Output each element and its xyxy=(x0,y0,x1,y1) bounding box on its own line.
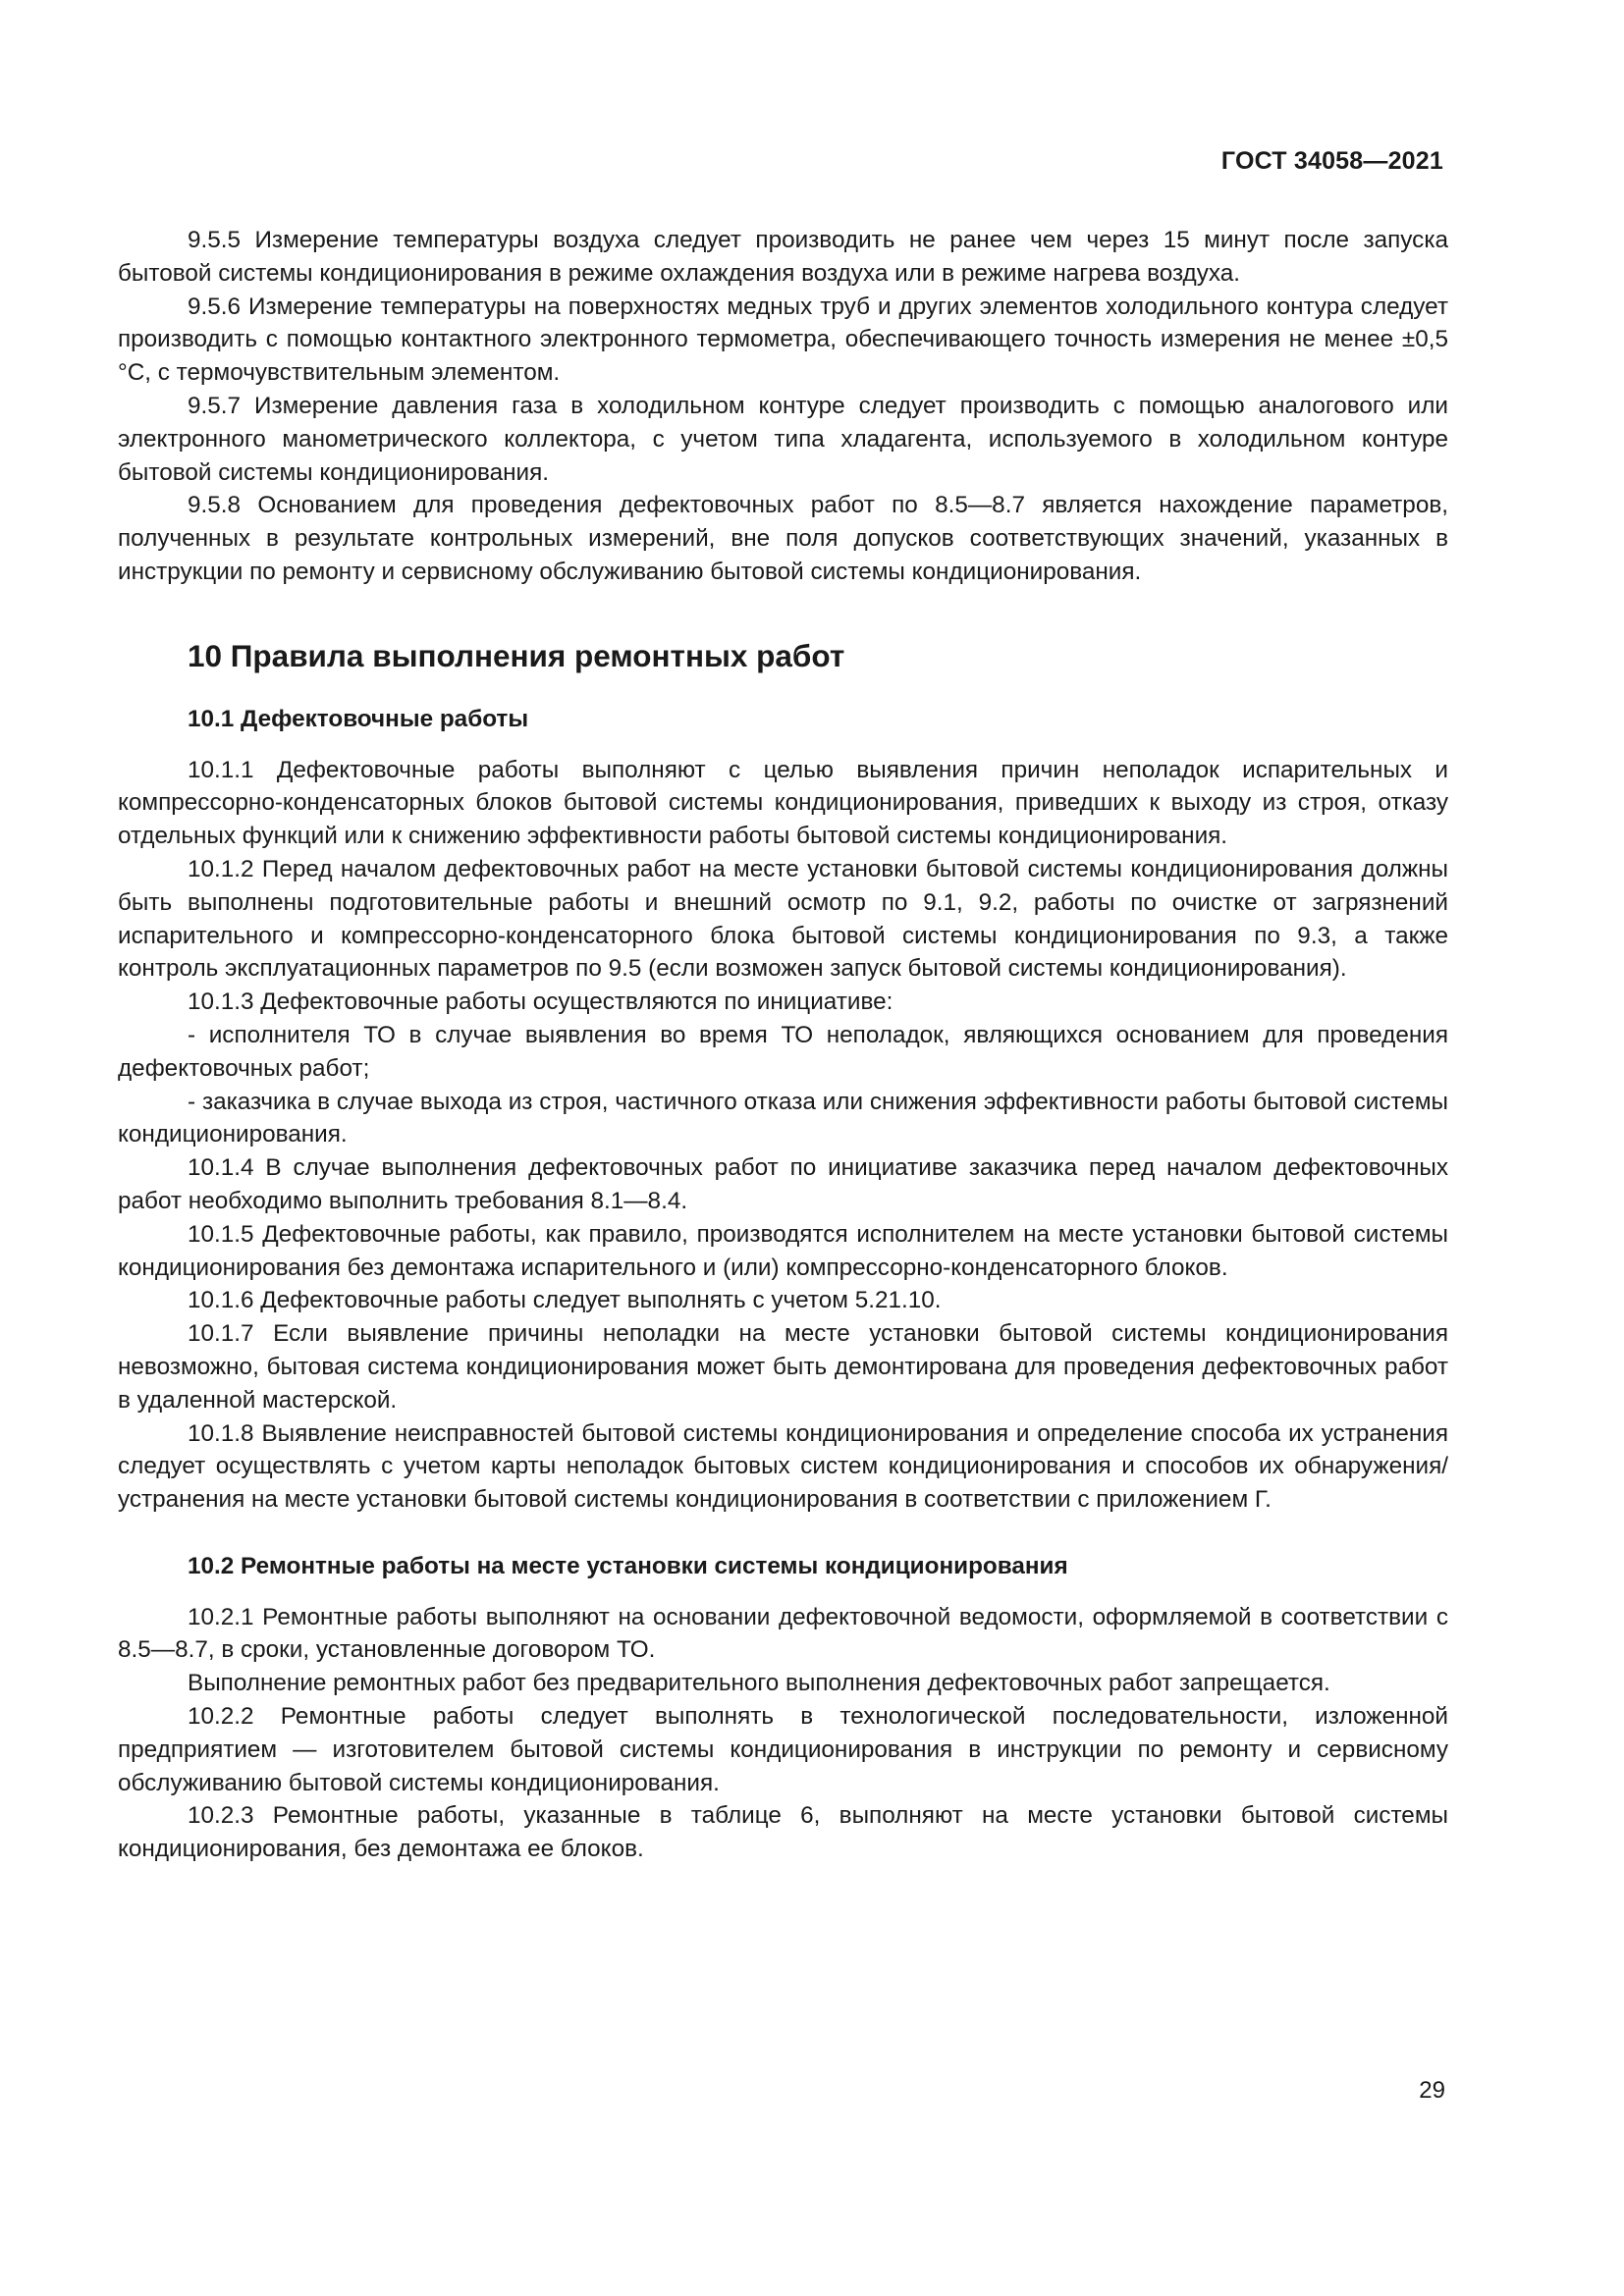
document-code-header: ГОСТ 34058—2021 xyxy=(1220,147,1443,175)
paragraph-10-2-1-note: Выполнение ремонтных работ без предварительного выполнения дефектовочных работ запрещается. xyxy=(188,1670,1330,1697)
document-body xyxy=(118,224,1448,1866)
paragraph-10-2-3: 10.2.3 Ремонтные работы, указанные в таблице 6, выполняют на месте установки бытовой системы кондиционирования, без демонтажа ее блоков. xyxy=(118,1802,1448,1863)
subsection-10-1-title: 10.1 Дефектовочные работы xyxy=(188,705,529,732)
paragraph-10-1-5: 10.1.5 Дефектовочные работы, как правило, производятся исполнителем на месте установки бытовой системы кондиционирования без демонтажа испарительного и (или) компрессорно-конденсаторного блоков. xyxy=(118,1220,1448,1281)
paragraph-10-2-1: 10.2.1 Ремонтные работы выполняют на основании дефектовочной ведомости, оформляемой в соответствии с 8.5—8.7, в сроки, установленные договором ТО. xyxy=(118,1603,1448,1664)
paragraph-10-1-6: 10.1.6 Дефектовочные работы следует выполнять с учетом 5.21.10. xyxy=(188,1287,942,1314)
page-number: 29 xyxy=(1419,2077,1445,2104)
paragraph-10-1-3: 10.1.3 Дефектовочные работы осуществляются по инициативе: xyxy=(188,988,893,1016)
section-10-title: 10 Правила выполнения ремонтных работ xyxy=(188,637,845,673)
paragraph-10-1-2: 10.1.2 Перед началом дефектовочных работ на месте установки бытовой системы кондиционирования должны быть выполнены подготовительные работы и внешний осмотр по 9.1, 9.2, работы по очистке от загрязнений испарительного и компрессорно-конденсаторного блока бытовой системы кондиционирования по 9.3, а также контроль эксплуатационных параметров по 9.5 (если возможен запуск бытовой системы кондиционирования). xyxy=(118,855,1448,983)
paragraph-9-5-6: 9.5.6 Измерение температуры на поверхностях медных труб и других элементов холодильного контура следует производить с помощью контактного электронного термометра, обеспечивающего точность измерения не менее ±0,5 °С, с термочувствительным элементом. xyxy=(118,293,1448,387)
paragraph-9-5-5: 9.5.5 Измерение температуры воздуха следует производить не ранее чем через 15 минут после запуска бытовой системы кондиционирования в режиме охлаждения воздуха или в режиме нагрева воздуха. xyxy=(118,227,1448,287)
paragraph-9-5-8: 9.5.8 Основанием для проведения дефектовочных работ по 8.5—8.7 является нахождение параметров, полученных в результате контрольных измерений, вне поля допусков соответствующих значений, указанных в инструкции по ремонту и сервисному обслуживанию бытовой системы кондиционирования. xyxy=(118,492,1448,585)
subsection-10-2-title: 10.2 Ремонтные работы на месте установки системы кондиционирования xyxy=(188,1552,1068,1579)
paragraph-10-1-7: 10.1.7 Если выявление причины неполадки на месте установки бытовой системы кондиционирования невозможно, бытовая система кондиционирования может быть демонтирована для проведения дефектовочных работ в удаленной мастерской. xyxy=(118,1320,1448,1414)
paragraph-10-1-8: 10.1.8 Выявление неисправностей бытовой системы кондиционирования и определение способа их устранения следует осуществлять с учетом карты неполадок бытовых систем кондиционирования и способов их обнаружения/устранения на месте установки бытовой системы кондиционирования в соответствии с приложением Г. xyxy=(118,1419,1448,1514)
paragraph-10-1-4: 10.1.4 В случае выполнения дефектовочных работ по инициативе заказчика перед началом дефектовочных работ необходимо выполнить требования 8.1—8.4. xyxy=(118,1154,1448,1214)
paragraph-10-1-1: 10.1.1 Дефектовочные работы выполняют с целью выявления причин неполадок испарительных и компрессорно-конденсаторных блоков бытовой системы кондиционирования, приведших к выходу из строя, отказу отдельных функций или к снижению эффективности работы бытовой системы кондиционирования. xyxy=(118,756,1448,850)
paragraph-10-2-2: 10.2.2 Ремонтные работы следует выполнять в технологической последовательности, изложенной предприятием — изготовителем бытовой системы кондиционирования в инструкции по ремонту и сервисному обслуживанию бытовой системы кондиционирования. xyxy=(118,1703,1448,1796)
list-item-customer: - заказчика в случае выхода из строя, частичного отказа или снижения эффективности работы бытовой системы кондиционирования. xyxy=(118,1088,1448,1148)
list-item-executor: - исполнителя ТО в случае выявления во время ТО неполадок, являющихся основанием для проведения дефектовочных работ; xyxy=(118,1021,1448,1082)
paragraph-9-5-7: 9.5.7 Измерение давления газа в холодильном контуре следует производить с помощью аналогового или электронного манометрического коллектора, с учетом типа хладагента, используемого в холодильном контуре бытовой системы кондиционирования. xyxy=(118,392,1448,486)
